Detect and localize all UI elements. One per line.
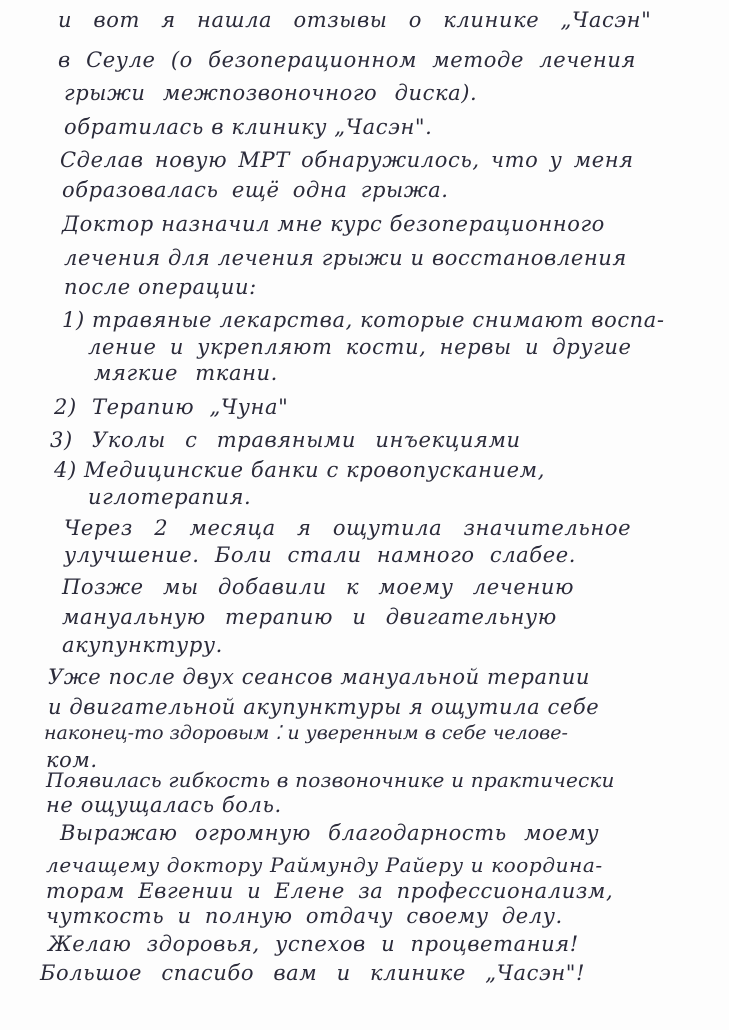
letter-line: мануальную терапию и двигательную (62, 605, 557, 629)
letter-line: ление и укрепляют кости, нервы и другие (88, 335, 632, 359)
letter-line: Уже после двух сеансов мануальной терапии (48, 665, 591, 689)
letter-line: торам Евгении и Елене за профессионализм, (46, 879, 614, 903)
letter-line: и вот я нашла отзывы о клинике „Часэн" (58, 8, 652, 32)
letter-line: образовалась ещё одна грыжа. (62, 178, 449, 202)
letter-line: иглотерапия. (88, 485, 252, 509)
letter-line: Желаю здоровья, успехов и процветания! (48, 932, 579, 956)
letter-line: и двигательной акупунктуры я ощутила себе (48, 695, 600, 719)
letter-line: акупунктуру. (62, 633, 223, 657)
letter-line: Выражаю огромную благодарность моему (60, 821, 600, 845)
letter-line: Доктор назначил мне курс безоперационного (62, 212, 605, 236)
letter-line: Появилась гибкость в позвоночнике и практически (46, 768, 615, 792)
letter-line: наконец-то здоровым ⁚ и уверенным в себе челове- (44, 722, 568, 744)
letter-line: грыжи межпозвоночного диска). (64, 81, 478, 105)
letter-line: 4) Медицинские банки с кровопусканием, (54, 458, 545, 482)
letter-line: чуткость и полную отдачу своему делу. (46, 904, 563, 928)
letter-line: лечащему доктору Раймунду Райеру и координа- (46, 853, 603, 877)
letter-line: обратилась в клинику „Часэн". (64, 115, 433, 139)
letter-line: улучшение. Боли стали намного слабее. (64, 543, 577, 567)
letter-line: в Сеуле (о безоперационном методе лечения (58, 48, 636, 72)
letter-line: Большое спасибо вам и клинике „Часэн"! (40, 961, 586, 985)
letter-line: 2) Терапию „Чуна" (54, 395, 289, 419)
letter-line: лечения для лечения грыжи и восстановления (64, 246, 627, 270)
letter-line: Позже мы добавили к моему лечению (62, 575, 575, 599)
letter-line: 3) Уколы с травяными инъекциями (50, 428, 521, 452)
letter-line: после операции: (64, 275, 257, 299)
letter-line: 1) травяные лекарства, которые снимают воспа- (62, 308, 665, 332)
letter-line: Сделав новую МРТ обнаружилось, что у меня (60, 148, 634, 172)
letter-line: ком. (46, 748, 98, 772)
letter-line: не ощущалась боль. (46, 793, 282, 817)
letter-line: мягкие ткани. (94, 361, 278, 385)
letter-line: Через 2 месяца я ощутила значительное (64, 516, 632, 540)
